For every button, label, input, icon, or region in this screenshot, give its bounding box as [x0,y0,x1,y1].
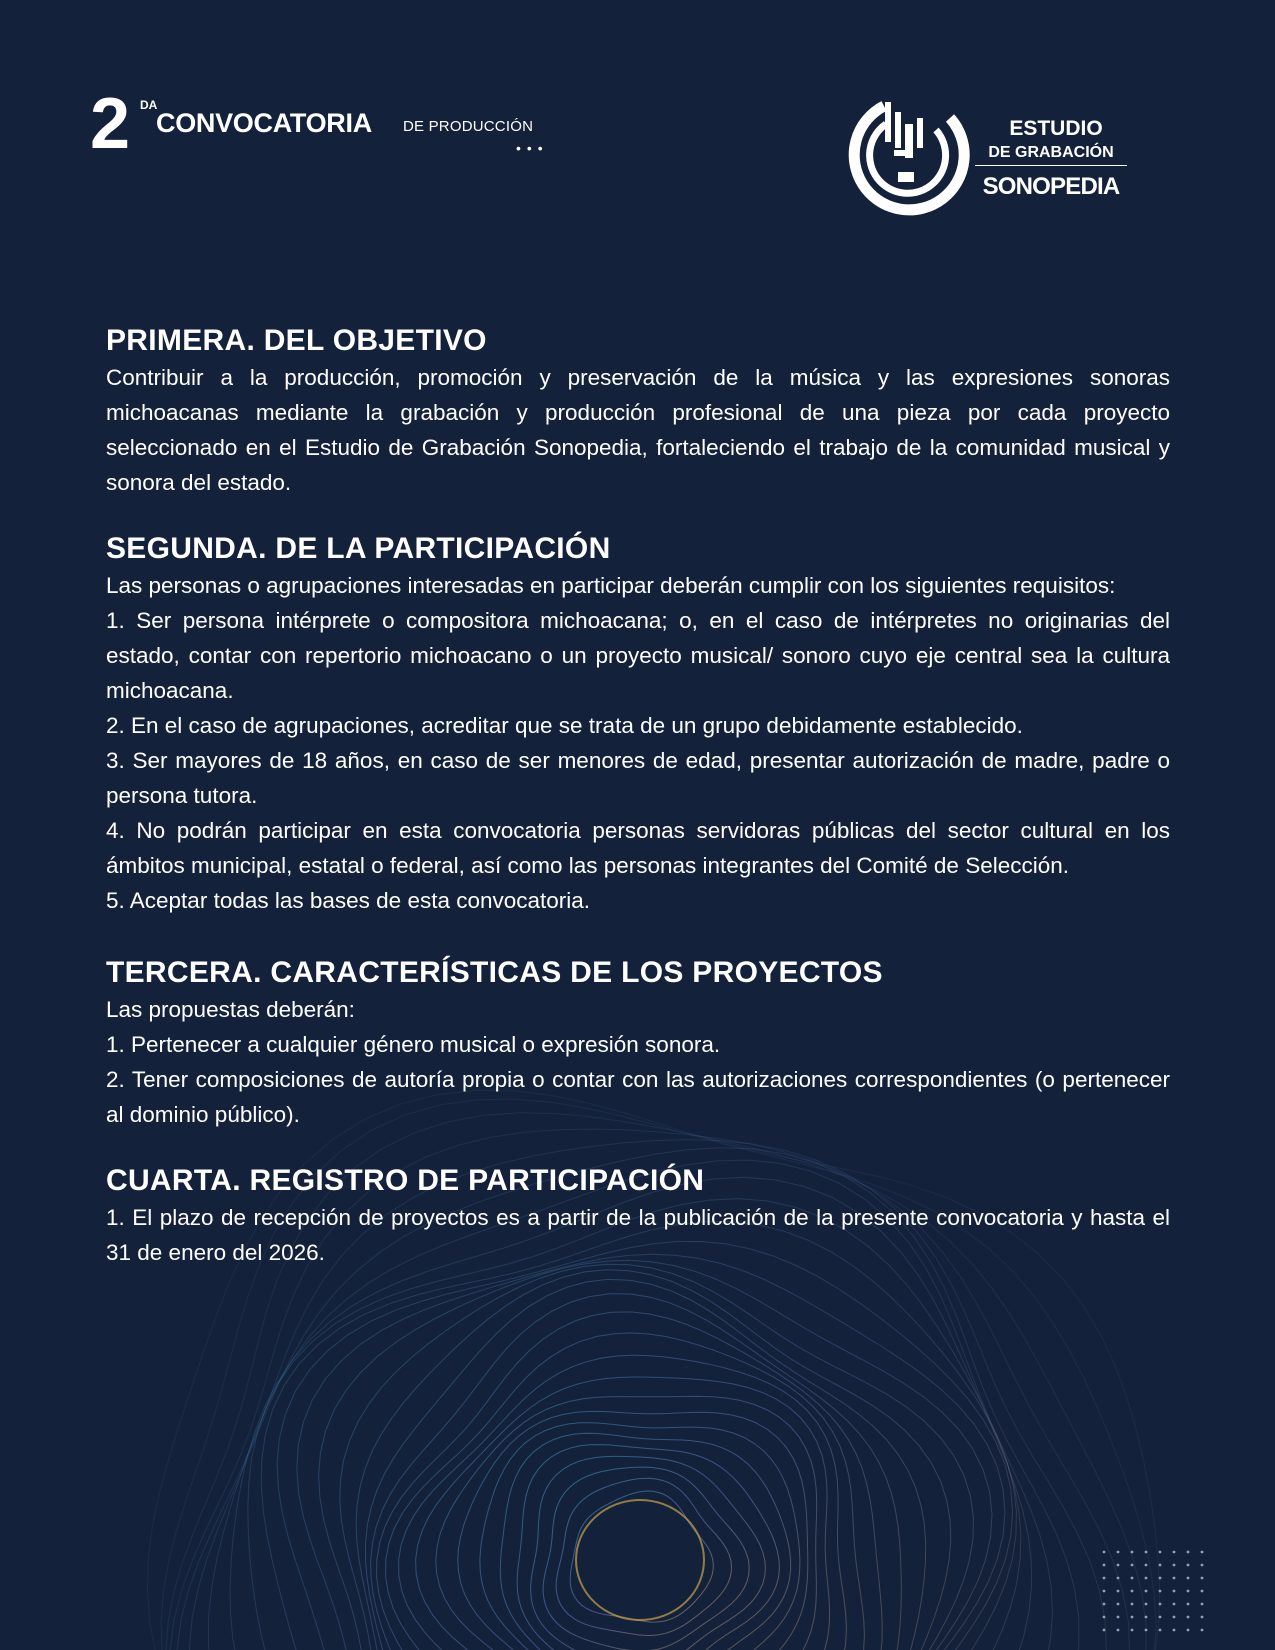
grid-dot [1103,1590,1106,1593]
grid-dot [1173,1590,1176,1593]
grid-dot [1103,1564,1106,1567]
wave-ring [297,1254,1005,1650]
grid-dot [1187,1577,1190,1580]
section-segunda [106,530,1170,918]
wave-ring [371,1294,902,1650]
grid-dot [1117,1616,1120,1619]
grid-dot [1173,1616,1176,1619]
section-primera [106,322,1170,500]
requirement-item: 5. Aceptar todas las bases de esta convocatoria. [106,888,591,913]
grid-dot [1145,1551,1148,1554]
grid-dot [1103,1551,1106,1554]
grid-dot [1159,1577,1162,1580]
grid-dot [1187,1551,1190,1554]
section-tercera [106,954,1170,1132]
grid-dot [1145,1590,1148,1593]
grid-dot [1145,1603,1148,1606]
bases-content [106,322,1170,1300]
wave-ring [570,1491,713,1622]
grid-dot [1117,1551,1120,1554]
grid-dot [1145,1629,1148,1632]
section-heading: PRIMERA. DEL OBJETIVO [106,324,487,357]
grid-dot [1117,1577,1120,1580]
sonopedia-logo [842,88,1142,223]
grid-dot [1131,1577,1134,1580]
wave-ring [436,1396,817,1650]
requirement-item: 2. En el caso de agrupaciones, acreditar que se trata de un grupo debidamente establecido. [106,713,1023,738]
logo-text-de-grabacion: DE GRABACIÓN [975,144,1127,166]
grid-dot [1131,1564,1134,1567]
grid-dot [1187,1629,1190,1632]
logo-text-sonopedia: SONOPEDIA [982,173,1120,200]
logo-text-estudio: ESTUDIO [1009,117,1103,140]
convocatoria-subtitle: DE PRODUCCIÓN [403,118,534,135]
requirement-item: 3. Ser mayores de 18 años, en caso de ser menores de edad, presentar autorización de madre, padre o persona tutora. [106,748,1170,808]
wave-ring [556,1478,731,1635]
grid-dot [1131,1590,1134,1593]
edition-suffix: DA [140,98,158,112]
grid-dot [1159,1551,1162,1554]
grid-dot [1103,1616,1106,1619]
requirement-item: 4. No podrán participar en esta convocatoria personas servidoras públicas del sector cultural en los ámbitos municipal, estatal o federal, así como las personas integrantes del Comité de Selección. [106,818,1170,878]
grid-dot [1187,1564,1190,1567]
grid-dot [1103,1603,1106,1606]
grid-dot [1159,1564,1162,1567]
grid-dot [1117,1629,1120,1632]
section-heading: TERCERA. CARACTERÍSTICAS DE LOS PROYECTOS [106,956,883,989]
grid-dot [1103,1577,1106,1580]
grid-dot [1159,1616,1162,1619]
grid-dot [1131,1603,1134,1606]
grid-dot [1173,1564,1176,1567]
wave-ring [356,1270,951,1650]
grid-dot [1173,1629,1176,1632]
convocatoria-header [90,84,570,168]
grid-dot [1117,1603,1120,1606]
grid-dot [1159,1629,1162,1632]
grid-dot [1145,1564,1148,1567]
section-heading: CUARTA. REGISTRO DE PARTICIPACIÓN [106,1164,705,1197]
grid-dot [1201,1590,1204,1593]
requirement-item: 1. Ser persona intérprete o compositora michoacana; o, en el caso de intérpretes no originarias del estado, contar con repertorio michoacano o un proyecto musical/ sonoro cuyo eje central sea la cultura michoacana. [106,608,1170,703]
requirement-item: 1. Pertenecer a cualquier género musical o expresión sonora. [106,1032,721,1057]
wave-ring-center [576,1500,704,1620]
grid-dot [1187,1616,1190,1619]
section-heading: SEGUNDA. DE LA PARTICIPACIÓN [106,532,611,565]
wave-ring [416,1377,830,1650]
wave-ring [531,1456,766,1650]
sonopedia-logo-icon [842,88,972,223]
grid-dot [1201,1551,1204,1554]
grid-dot [1145,1616,1148,1619]
grid-dot [1187,1603,1190,1606]
wave-ring [366,1279,926,1650]
requirement-item: 2. Tener composiciones de autoría propia o contar con las autorizaciones correspondientes (o pertenecer al dominio público). [106,1067,1170,1127]
dot-grid-decoration [1100,1548,1210,1638]
grid-dot [1131,1551,1134,1554]
section-paragraph: 1. El plazo de recepción de proyectos es a partir de la publicación de la presente convocatoria y hasta el 31 de enero del 2026. [106,1205,1170,1265]
grid-dot [1131,1629,1134,1632]
wave-ring [377,1312,883,1650]
grid-dot [1159,1590,1162,1593]
grid-dot [1201,1603,1204,1606]
grid-dot [1201,1629,1204,1632]
grid-dot [1173,1551,1176,1554]
grid-dot [1187,1590,1190,1593]
section-paragraph: Las propuestas deberán: [106,997,355,1022]
section-paragraph: Las personas o agrupaciones interesadas en participar deberán cumplir con los siguientes requisitos: [106,573,1116,598]
grid-dot [1173,1577,1176,1580]
wave-ring [340,1264,974,1650]
grid-dot [1117,1564,1120,1567]
header-dots: ••• [516,140,549,156]
grid-dot [1201,1577,1204,1580]
grid-dot [1145,1577,1148,1580]
edition-number: 2 [90,84,129,164]
grid-dot [1159,1603,1162,1606]
wave-ring [500,1433,790,1650]
grid-dot [1131,1616,1134,1619]
wave-ring [543,1467,749,1650]
convocatoria-title: CONVOCATORIA [156,108,372,138]
section-paragraph: Contribuir a la producción, promoción y preservación de la música y las expresiones sonoras michoacanas mediante la grabación y producción profesional de una pieza por cada proyecto seleccionado en el Estudio de Grabación Sonopedia, fortaleciendo el trabajo de la comunidad musical y sonora del estado. [106,365,1170,495]
grid-dot [1173,1603,1176,1606]
grid-dot [1201,1616,1204,1619]
grid-dot [1201,1564,1204,1567]
grid-dot [1117,1590,1120,1593]
grid-dot [1103,1629,1106,1632]
section-cuarta [106,1162,1170,1270]
